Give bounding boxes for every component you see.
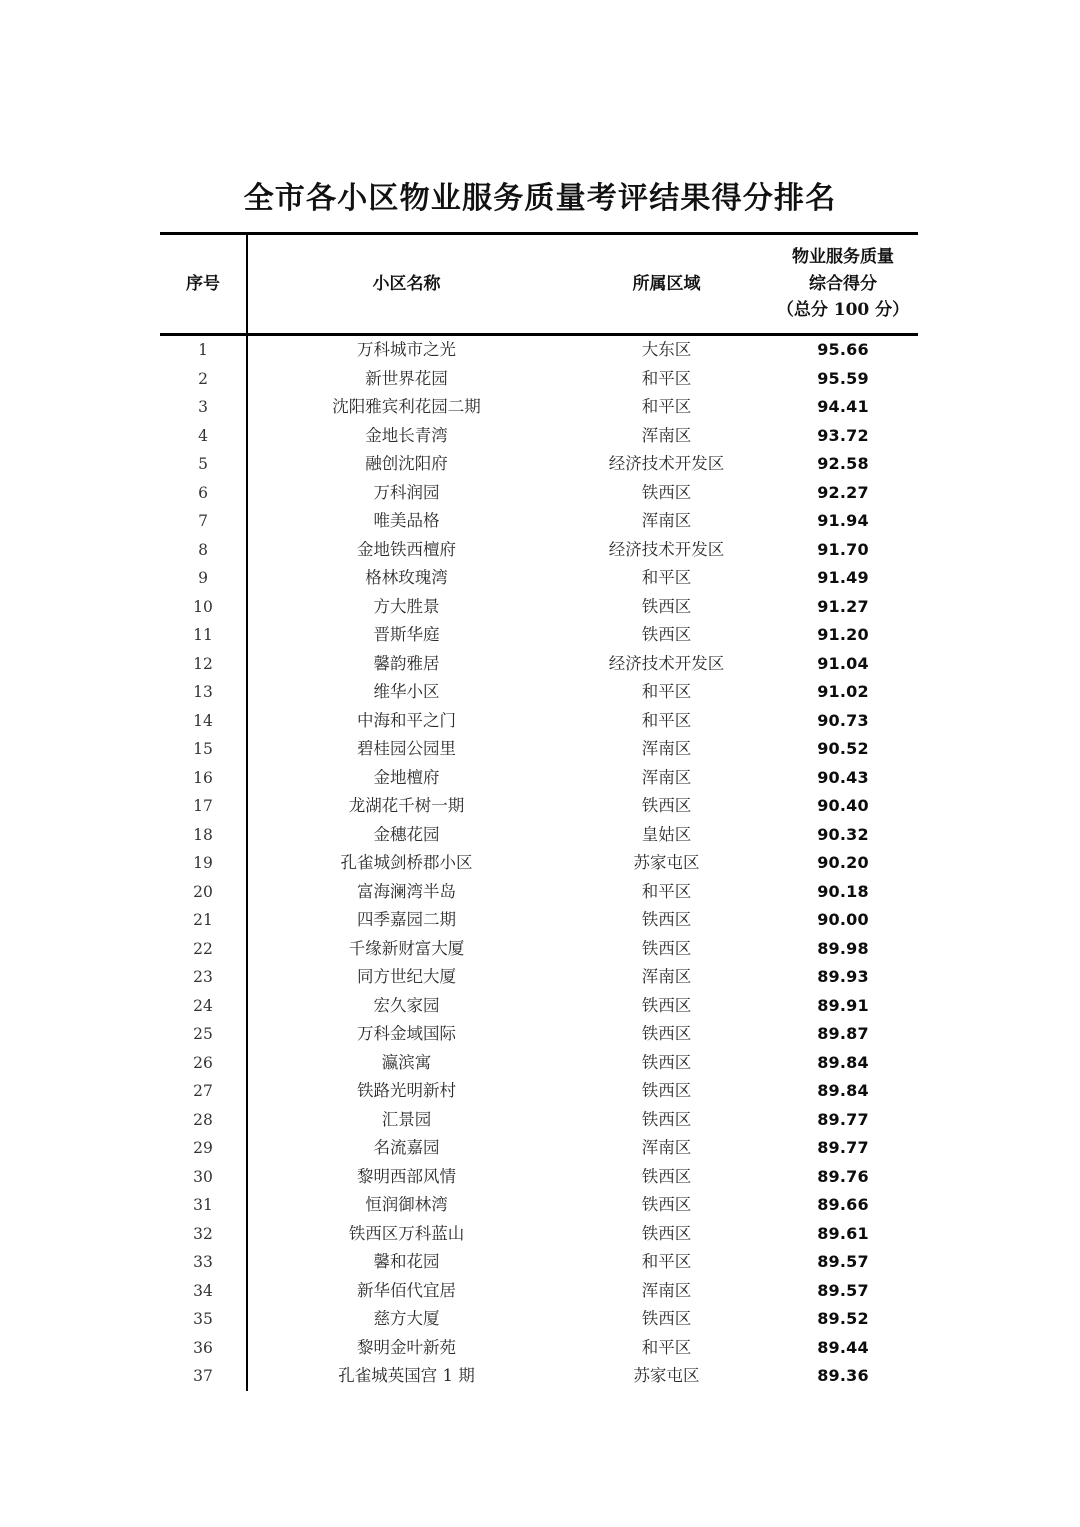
- table-row: [160, 792, 918, 821]
- cell-score: 91.02: [817, 682, 869, 701]
- cell-index: 6: [160, 479, 247, 508]
- table-row: [160, 593, 918, 622]
- cell-community-name: 同方世纪大厦: [357, 967, 456, 986]
- cell-district: 浑南区: [641, 1138, 692, 1157]
- cell-score: 92.27: [817, 482, 869, 502]
- cell-score: 90.32: [817, 824, 869, 844]
- cell-district: 铁西区: [641, 1081, 692, 1100]
- cell-score: 89.44: [817, 1337, 869, 1357]
- cell-community-name: 慈方大厦: [373, 1309, 440, 1328]
- table-row: [160, 963, 918, 992]
- cell-community-name: 碧桂园公园里: [357, 739, 456, 758]
- cell-score: 90.52: [817, 739, 869, 758]
- cell-index: 19: [160, 849, 247, 878]
- cell-index: 24: [160, 992, 247, 1021]
- table-row: [160, 422, 918, 451]
- cell-district: 苏家屯区: [633, 853, 700, 872]
- table-row: [160, 335, 918, 365]
- cell-district: 浑南区: [641, 511, 692, 530]
- table-row: [160, 1191, 918, 1220]
- cell-community-name: 金穗花园: [373, 824, 440, 844]
- cell-district: 铁西区: [641, 1024, 692, 1043]
- table-row: [160, 1020, 918, 1049]
- cell-district: 铁西区: [641, 482, 692, 502]
- table-row: [160, 393, 918, 422]
- cell-district: 浑南区: [641, 967, 692, 986]
- column-header-area: 所属区域: [565, 234, 768, 335]
- table-row: [160, 1106, 918, 1135]
- table-row: [160, 878, 918, 907]
- cell-community-name: 沈阳雅宾利花园二期: [332, 397, 481, 416]
- table-row: [160, 1163, 918, 1192]
- cell-community-name: 孔雀城剑桥郡小区: [340, 853, 473, 872]
- cell-index: 28: [160, 1106, 247, 1135]
- cell-community-name: 格林玫瑰湾: [365, 568, 448, 587]
- cell-community-name: 恒润御林湾: [365, 1195, 448, 1214]
- cell-community-name: 汇景园: [381, 1109, 432, 1129]
- cell-district: 铁西区: [641, 1195, 692, 1214]
- cell-district: 铁西区: [641, 796, 692, 815]
- cell-district: 皇姑区: [641, 824, 692, 844]
- cell-community-name: 宏久家园: [373, 995, 440, 1015]
- cell-score: 89.84: [817, 1081, 869, 1100]
- cell-score: 89.84: [817, 1052, 869, 1072]
- cell-index: 9: [160, 564, 247, 593]
- cell-score: 91.49: [817, 568, 869, 587]
- cell-district: 铁西区: [641, 1052, 692, 1072]
- cell-community-name: 金地铁西檀府: [357, 539, 456, 559]
- table-row: [160, 678, 918, 707]
- cell-community-name: 万科城市之光: [357, 340, 456, 359]
- cell-community-name: 金地檀府: [373, 767, 440, 787]
- cell-index: 20: [160, 878, 247, 907]
- cell-score: 91.70: [817, 539, 869, 559]
- cell-district: 和平区: [641, 1337, 692, 1357]
- cell-score: 89.76: [817, 1166, 869, 1186]
- cell-community-name: 四季嘉园二期: [357, 910, 456, 929]
- cell-community-name: 唯美品格: [373, 511, 440, 530]
- table-row: [160, 1220, 918, 1249]
- cell-district: 和平区: [641, 1252, 692, 1271]
- cell-score: 90.20: [817, 853, 869, 872]
- cell-community-name: 铁路光明新村: [357, 1081, 456, 1100]
- table-row: [160, 735, 918, 764]
- cell-district: 和平区: [641, 710, 692, 730]
- cell-score: 89.77: [817, 1138, 869, 1157]
- cell-community-name: 千缘新财富大厦: [348, 938, 465, 958]
- cell-score: 90.40: [817, 796, 869, 815]
- cell-score: 89.36: [817, 1366, 869, 1385]
- cell-score: 92.58: [817, 454, 869, 473]
- table-row: [160, 507, 918, 536]
- cell-index: 29: [160, 1134, 247, 1163]
- column-header-score-line2: 综合得分: [809, 273, 877, 294]
- cell-community-name: 中海和平之门: [357, 710, 456, 730]
- cell-index: 37: [160, 1362, 247, 1391]
- cell-score: 91.04: [817, 653, 869, 673]
- cell-index: 32: [160, 1220, 247, 1249]
- cell-index: 26: [160, 1049, 247, 1078]
- cell-community-name: 万科金域国际: [357, 1024, 456, 1043]
- cell-score: 89.57: [817, 1252, 869, 1271]
- cell-index: 21: [160, 906, 247, 935]
- cell-index: 10: [160, 593, 247, 622]
- cell-index: 15: [160, 735, 247, 764]
- cell-score: 89.98: [817, 938, 869, 958]
- cell-score: 89.93: [817, 967, 869, 986]
- cell-district: 苏家屯区: [633, 1366, 700, 1385]
- page-title: 全市各小区物业服务质量考评结果得分排名: [243, 181, 837, 217]
- table-row: [160, 450, 918, 479]
- cell-community-name: 黎明西部风情: [357, 1166, 456, 1186]
- ranking-table: [160, 232, 918, 1391]
- cell-index: 18: [160, 821, 247, 850]
- cell-district: 和平区: [641, 881, 692, 901]
- cell-index: 33: [160, 1248, 247, 1277]
- cell-index: 8: [160, 536, 247, 565]
- cell-district: 铁西区: [641, 910, 692, 929]
- cell-community-name: 新华佰代宜居: [357, 1280, 456, 1300]
- cell-district: 大东区: [641, 340, 692, 359]
- cell-community-name: 方大胜景: [373, 596, 440, 616]
- cell-index: 17: [160, 792, 247, 821]
- cell-index: 35: [160, 1305, 247, 1334]
- cell-community-name: 维华小区: [373, 682, 440, 701]
- cell-community-name: 名流嘉园: [373, 1138, 440, 1157]
- cell-index: 3: [160, 393, 247, 422]
- cell-community-name: 龙湖花千树一期: [348, 796, 465, 815]
- table-row: [160, 479, 918, 508]
- table-row: [160, 564, 918, 593]
- cell-score: 90.73: [817, 710, 869, 730]
- cell-score: 89.66: [817, 1195, 869, 1214]
- table-row: [160, 992, 918, 1021]
- cell-community-name: 黎明金叶新苑: [357, 1337, 456, 1357]
- cell-district: 和平区: [641, 568, 692, 587]
- cell-index: 4: [160, 422, 247, 451]
- cell-index: 16: [160, 764, 247, 793]
- column-header-score: [768, 234, 918, 335]
- cell-district: 铁西区: [641, 596, 692, 616]
- table-header: [160, 234, 918, 335]
- cell-district: 和平区: [641, 368, 692, 388]
- cell-community-name: 万科润园: [373, 482, 440, 502]
- cell-district: 和平区: [641, 397, 692, 416]
- table-row: [160, 935, 918, 964]
- cell-index: 7: [160, 507, 247, 536]
- cell-district: 经济技术开发区: [608, 454, 725, 473]
- table-row: [160, 906, 918, 935]
- table-row: [160, 707, 918, 736]
- table-row: [160, 849, 918, 878]
- table-row: [160, 1334, 918, 1363]
- cell-index: 36: [160, 1334, 247, 1363]
- cell-score: 89.57: [817, 1280, 869, 1300]
- cell-community-name: 瀛滨寓: [381, 1052, 432, 1072]
- cell-district: 铁西区: [641, 1223, 692, 1243]
- table-row: [160, 1362, 918, 1391]
- table-row: [160, 1049, 918, 1078]
- cell-index: 2: [160, 365, 247, 394]
- cell-score: 90.00: [817, 910, 869, 929]
- cell-district: 浑南区: [641, 767, 692, 787]
- cell-score: 95.66: [817, 340, 869, 359]
- cell-district: 铁西区: [641, 1309, 692, 1328]
- cell-district: 铁西区: [641, 1109, 692, 1129]
- table-row: [160, 1277, 918, 1306]
- table-row: [160, 1305, 918, 1334]
- cell-score: 94.41: [817, 397, 869, 416]
- cell-district: 浑南区: [641, 1280, 692, 1300]
- table-row: [160, 621, 918, 650]
- cell-score: 90.43: [817, 767, 869, 787]
- table-row: [160, 764, 918, 793]
- table-body: [160, 335, 918, 1391]
- cell-district: 铁西区: [641, 625, 692, 644]
- cell-score: 91.27: [817, 596, 869, 616]
- cell-district: 铁西区: [641, 938, 692, 958]
- cell-score: 90.18: [817, 881, 869, 901]
- cell-district: 和平区: [641, 682, 692, 701]
- table-row: [160, 1248, 918, 1277]
- table-row: [160, 650, 918, 679]
- cell-index: 5: [160, 450, 247, 479]
- cell-community-name: 铁西区万科蓝山: [348, 1223, 465, 1243]
- cell-community-name: 孔雀城英国宫 1 期: [338, 1366, 475, 1385]
- table-row: [160, 1134, 918, 1163]
- cell-district: 浑南区: [641, 425, 692, 445]
- cell-community-name: 新世界花园: [365, 368, 448, 388]
- cell-score: 93.72: [817, 425, 869, 445]
- cell-index: 11: [160, 621, 247, 650]
- cell-index: 13: [160, 678, 247, 707]
- cell-district: 经济技术开发区: [608, 539, 725, 559]
- cell-community-name: 融创沈阳府: [365, 454, 448, 473]
- table-row: [160, 536, 918, 565]
- column-header-score-line1: 物业服务质量: [792, 247, 894, 268]
- table-header-row: [160, 234, 918, 335]
- column-header-name: 小区名称: [247, 234, 565, 335]
- cell-score: 89.61: [817, 1223, 869, 1243]
- cell-index: 34: [160, 1277, 247, 1306]
- table-row: [160, 365, 918, 394]
- cell-score: 89.87: [817, 1024, 869, 1043]
- cell-index: 23: [160, 963, 247, 992]
- cell-community-name: 晋斯华庭: [373, 625, 440, 644]
- column-header-index: 序号: [160, 234, 247, 335]
- cell-community-name: 馨和花园: [373, 1252, 440, 1271]
- cell-score: 91.20: [817, 625, 869, 644]
- cell-index: 31: [160, 1191, 247, 1220]
- cell-district: 浑南区: [641, 739, 692, 758]
- cell-district: 铁西区: [641, 995, 692, 1015]
- table-row: [160, 821, 918, 850]
- cell-index: 25: [160, 1020, 247, 1049]
- table-row: [160, 1077, 918, 1106]
- cell-score: 89.77: [817, 1109, 869, 1129]
- cell-score: 91.94: [817, 511, 869, 530]
- cell-index: 27: [160, 1077, 247, 1106]
- cell-community-name: 富海澜湾半岛: [357, 881, 456, 901]
- ranking-table-container: [160, 232, 918, 1391]
- cell-score: 89.52: [817, 1309, 869, 1328]
- cell-index: 1: [160, 335, 247, 365]
- cell-community-name: 馨韵雅居: [373, 653, 440, 673]
- cell-index: 22: [160, 935, 247, 964]
- cell-index: 14: [160, 707, 247, 736]
- cell-district: 经济技术开发区: [608, 653, 725, 673]
- cell-score: 89.91: [817, 995, 869, 1015]
- column-header-score-line3: （总分 100 分）: [776, 300, 910, 321]
- cell-index: 12: [160, 650, 247, 679]
- cell-score: 95.59: [817, 368, 869, 388]
- cell-index: 30: [160, 1163, 247, 1192]
- cell-community-name: 金地长青湾: [365, 425, 448, 445]
- cell-district: 铁西区: [641, 1166, 692, 1186]
